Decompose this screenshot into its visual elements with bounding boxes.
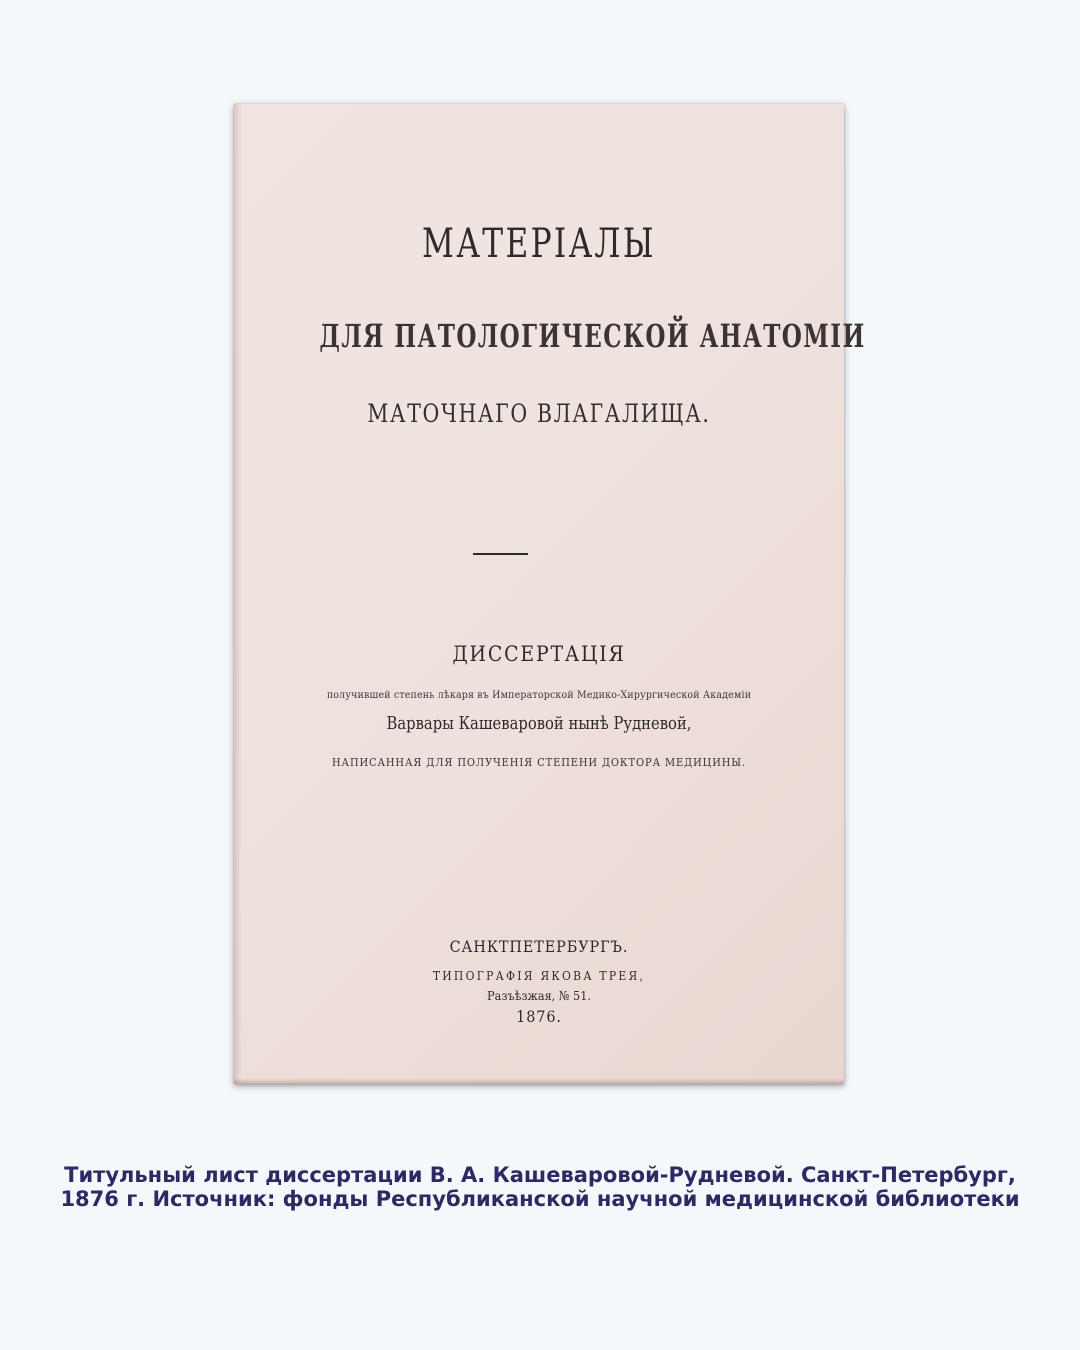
separator-rule — [473, 553, 528, 555]
year-line: 1876. — [516, 1007, 562, 1026]
dissertation-label: ДИССЕРТАЦІЯ — [452, 642, 626, 666]
title-page-photo — [234, 104, 866, 1084]
author-line: Варвары Кашеваровой нынѣ Рудневой, — [386, 713, 692, 734]
purpose-line: НАПИСАННАЯ ДЛЯ ПОЛУЧЕНІЯ СТЕПЕНИ ДОКТОРА МЕДИЦИНЫ. — [332, 756, 746, 769]
press-line: ТИПОГРАФІЯ ЯКОВА ТРЕЯ, — [432, 969, 646, 983]
address-line: Разъѣзжая, № 51. — [487, 988, 591, 1003]
book-subtitle: ДЛЯ ПАТОЛОГИЧЕСКОЙ АНАТОМІИ — [319, 317, 866, 355]
degree-line: получившей степень лѣкаря въ Императорской Медико-Хирургической Академіи — [326, 689, 752, 701]
image-caption: Титульный лист диссертации В. А. Кашеваровой-Рудневой. Санкт-Петербург, 1876 г. Источник: фонды Республиканской научной медицинской библиотеки — [60, 1163, 1020, 1211]
book-subtitle-2: МАТОЧНАГО ВЛАГАЛИЩА. — [367, 399, 711, 428]
city-line: САНКТПЕТЕРБУРГЪ. — [449, 937, 629, 956]
book-title: МАТЕРІАЛЫ — [422, 221, 656, 267]
